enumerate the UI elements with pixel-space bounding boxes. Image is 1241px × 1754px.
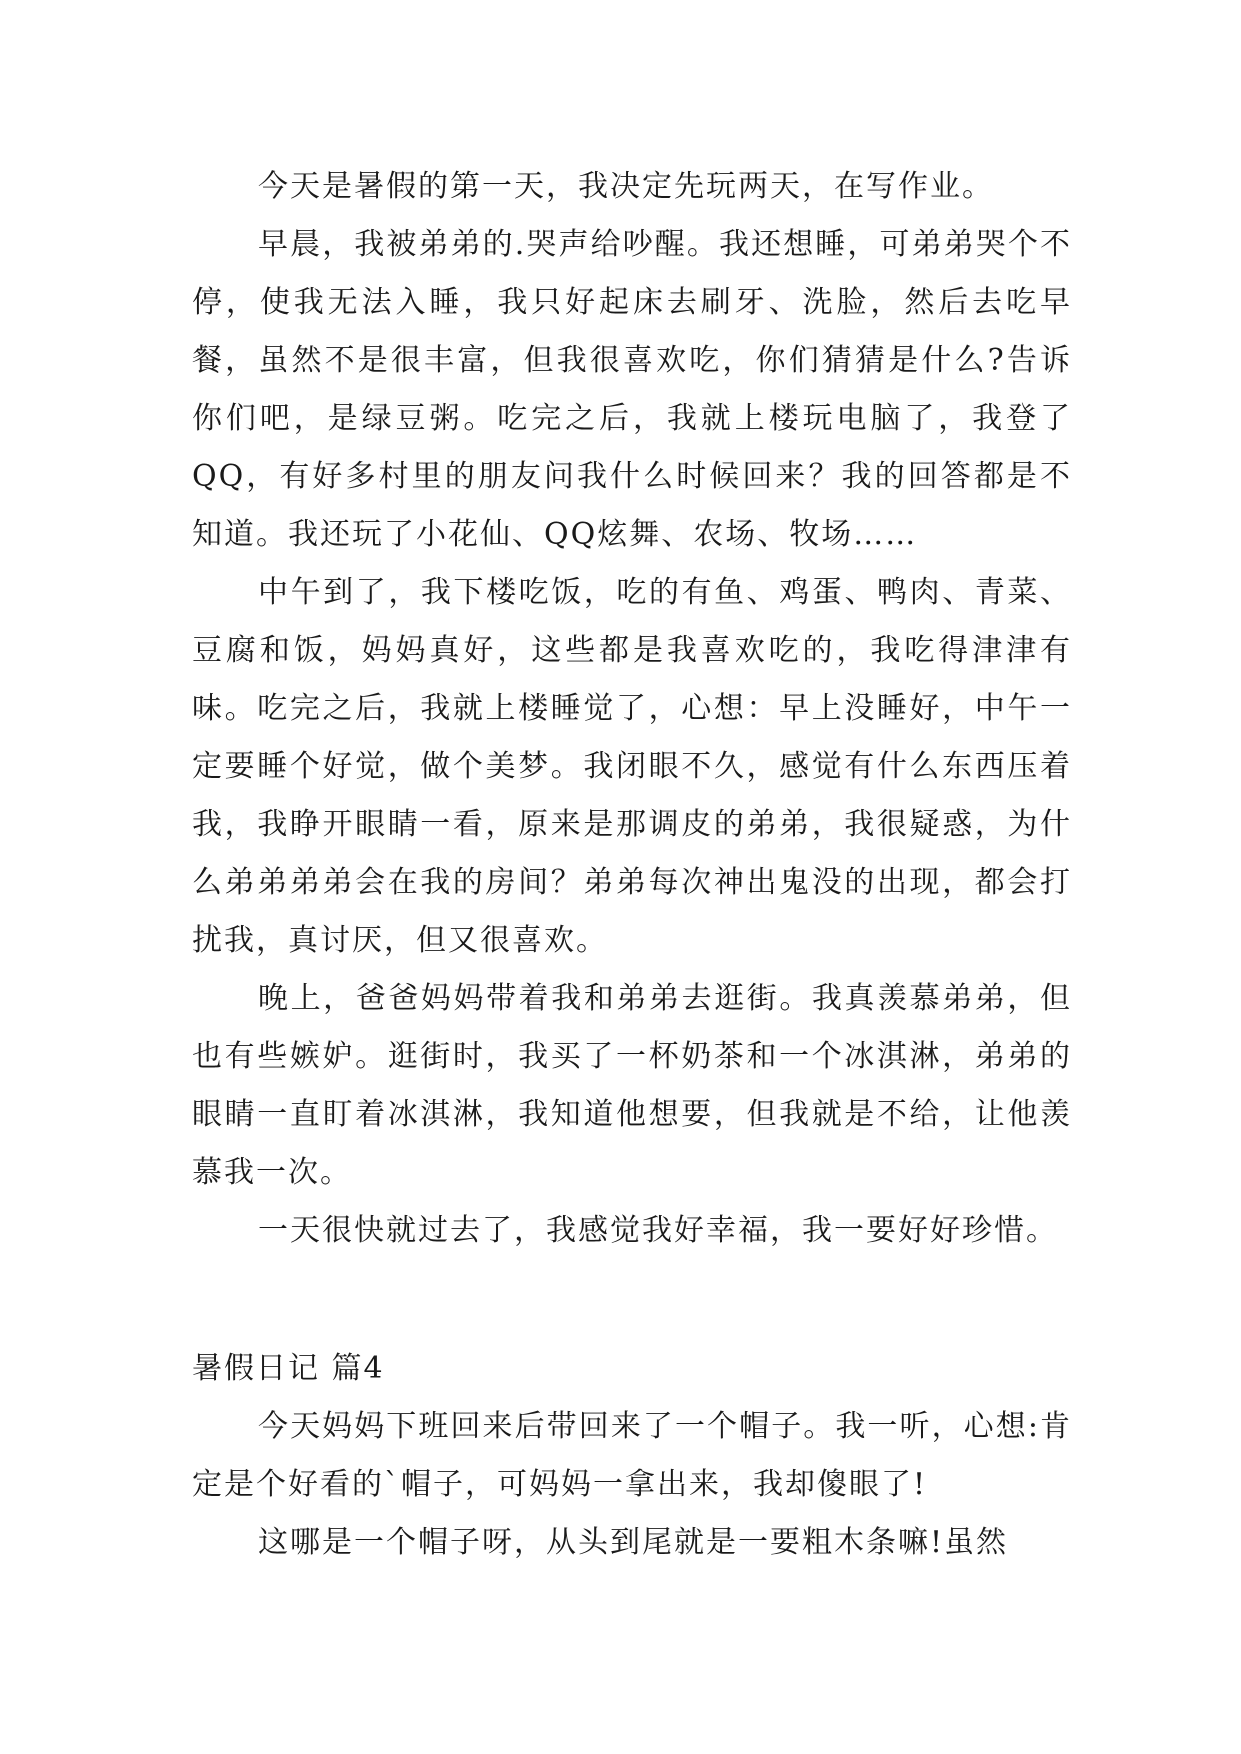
paragraph-6: 今天妈妈下班回来后带回来了一个帽子。我一听，心想:肯定是个好看的`帽子，可妈妈一拿出来，我却傻眼了! (192, 1409, 1072, 1502)
paragraph-3: 中午到了，我下楼吃饭，吃的有鱼、鸡蛋、鸭肉、青菜、豆腐和饭，妈妈真好，这些都是我喜欢吃的，我吃得津津有味。吃完之后，我就上楼睡觉了，心想：早上没睡好，中午一定要睡个好觉，做个美梦。我闭眼不久，感觉有什么东西压着我，我睁开眼睛一看，原来是那调皮的弟弟，我很疑惑，为什么弟弟弟弟会在我的房间？弟弟每次神出鬼没的出现，都会打扰我，真讨厌，但又很喜欢。 (192, 575, 1072, 958)
paragraph-7: 这哪是一个帽子呀，从头到尾就是一要粗木条嘛!虽然 (258, 1525, 1009, 1560)
paragraph-5: 一天很快就过去了，我感觉我好幸福，我一要好好珍惜。 (258, 1213, 1058, 1248)
paragraph-2: 早晨，我被弟弟的.哭声给吵醒。我还想睡，可弟弟哭个不停，使我无法入睡，我只好起床去刷牙、洗脸，然后去吃早餐，虽然不是很丰富，但我很喜欢吃，你们猜猜是什么?告诉你们吧，是绿豆粥。吃完之后，我就上楼玩电脑了，我登了QQ，有好多村里的朋友问我什么时候回来？我的回答都是不知道。我还玩了小花仙、QQ炫舞、农场、牧场…… (192, 227, 1072, 552)
paragraph-4: 晚上，爸爸妈妈带着我和弟弟去逛街。我真羡慕弟弟，但也有些嫉妒。逛街时，我买了一杯奶茶和一个冰淇淋，弟弟的眼睛一直盯着冰淇淋，我知道他想要，但我就是不给，让他羡慕我一次。 (192, 981, 1072, 1190)
section-heading: 暑假日记 篇4 (192, 1351, 385, 1386)
document-body (192, 158, 1072, 1572)
paragraph-1: 今天是暑假的第一天，我决定先玩两天，在写作业。 (258, 169, 994, 204)
